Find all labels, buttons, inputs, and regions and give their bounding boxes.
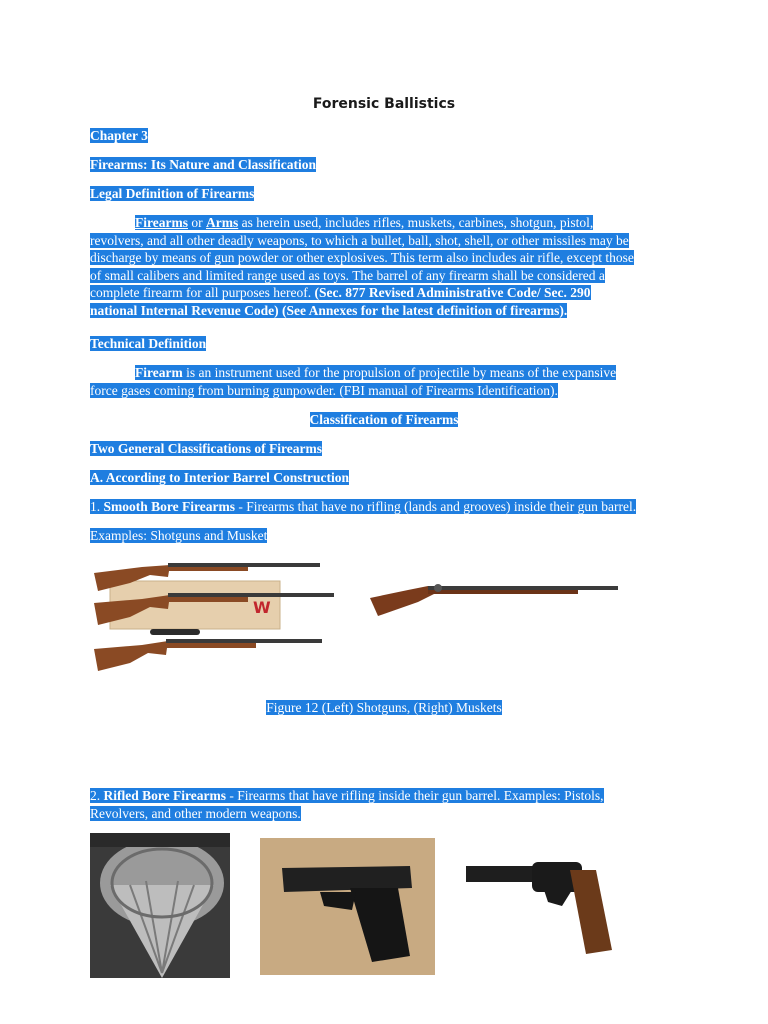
rifled-bore-item: 2. Rifled Bore Firearms - Firearms that have rifling inside their gun barrel. Examples: Pistols, Revolvers, and other modern weapons. bbox=[90, 788, 604, 821]
technical-definition-heading: Technical Definition bbox=[90, 336, 207, 351]
pistol-image bbox=[260, 838, 435, 975]
term-firearm: Firearm bbox=[135, 365, 183, 380]
term-firearms: Firearms bbox=[135, 215, 188, 230]
classification-heading: Classification of Firearms bbox=[309, 412, 459, 427]
rifled-barrel-image bbox=[90, 833, 230, 978]
shotgun-3 bbox=[94, 629, 322, 671]
shotguns-image bbox=[90, 555, 340, 680]
technical-definition-paragraph: Firearm is an instrument used for the propulsion of projectile by means of the expansive force gases coming from burning gunpowder. (FBI manual of Firearms Identification). bbox=[90, 365, 617, 398]
section-a-heading: A. According to Interior Barrel Construction bbox=[90, 470, 349, 485]
legal-definition-heading-text: Legal Definition of Firearms bbox=[90, 186, 255, 201]
term-arms: Arms bbox=[205, 215, 239, 230]
chapter-subtitle bbox=[90, 156, 316, 173]
figure-caption: Figure 12 (Left) Shotguns, (Right) Muskets bbox=[266, 700, 502, 715]
musket-image bbox=[368, 572, 624, 622]
smooth-bore-item: 1. Smooth Bore Firearms - Firearms that have no rifling (lands and grooves) inside their gun barrel. bbox=[90, 499, 637, 514]
document-title: Forensic Ballistics bbox=[312, 96, 456, 112]
examples-shotguns-musket: Examples: Shotguns and Musket bbox=[90, 528, 268, 543]
two-general-heading: Two General Classifications of Firearms bbox=[90, 441, 322, 456]
revolver-image bbox=[462, 850, 647, 960]
chapter-label: Chapter 3 bbox=[90, 128, 148, 143]
legal-citation: (Sec. 877 Revised Administrative Code/ Sec. 290 bbox=[311, 285, 591, 301]
legal-definition-heading bbox=[90, 185, 254, 202]
legal-citation-cont: national Internal Revenue Code) (See Annexes for the latest definition of firearms). bbox=[90, 302, 568, 318]
legal-definition-paragraph: Firearms or Arms as herein used, includes rifles, muskets, carbines, shotgun, pistol, revolvers, and all other deadly weapons, to which a bullet, ball, shot, shell, or other missiles may be discharge by means of gun powder or other explosives. This term also includes air rifle, except those of small calibers and limited range used as toys. The barrel of any firearm shall be considered a complete firearm for all purposes hereof. (Sec. 877 Revised Administrative Code/ Sec. 290 national Internal Revenue Code) (See Annexes for the latest definition of firearms). bbox=[90, 215, 634, 318]
chapter-heading bbox=[90, 127, 148, 144]
term-rifled-bore: Rifled Bore Firearms bbox=[103, 788, 226, 803]
box-brand-logo: W bbox=[253, 598, 271, 617]
chapter-subtitle-text: Firearms: Its Nature and Classification bbox=[90, 157, 316, 172]
term-smooth-bore: Smooth Bore Firearms bbox=[103, 499, 235, 514]
